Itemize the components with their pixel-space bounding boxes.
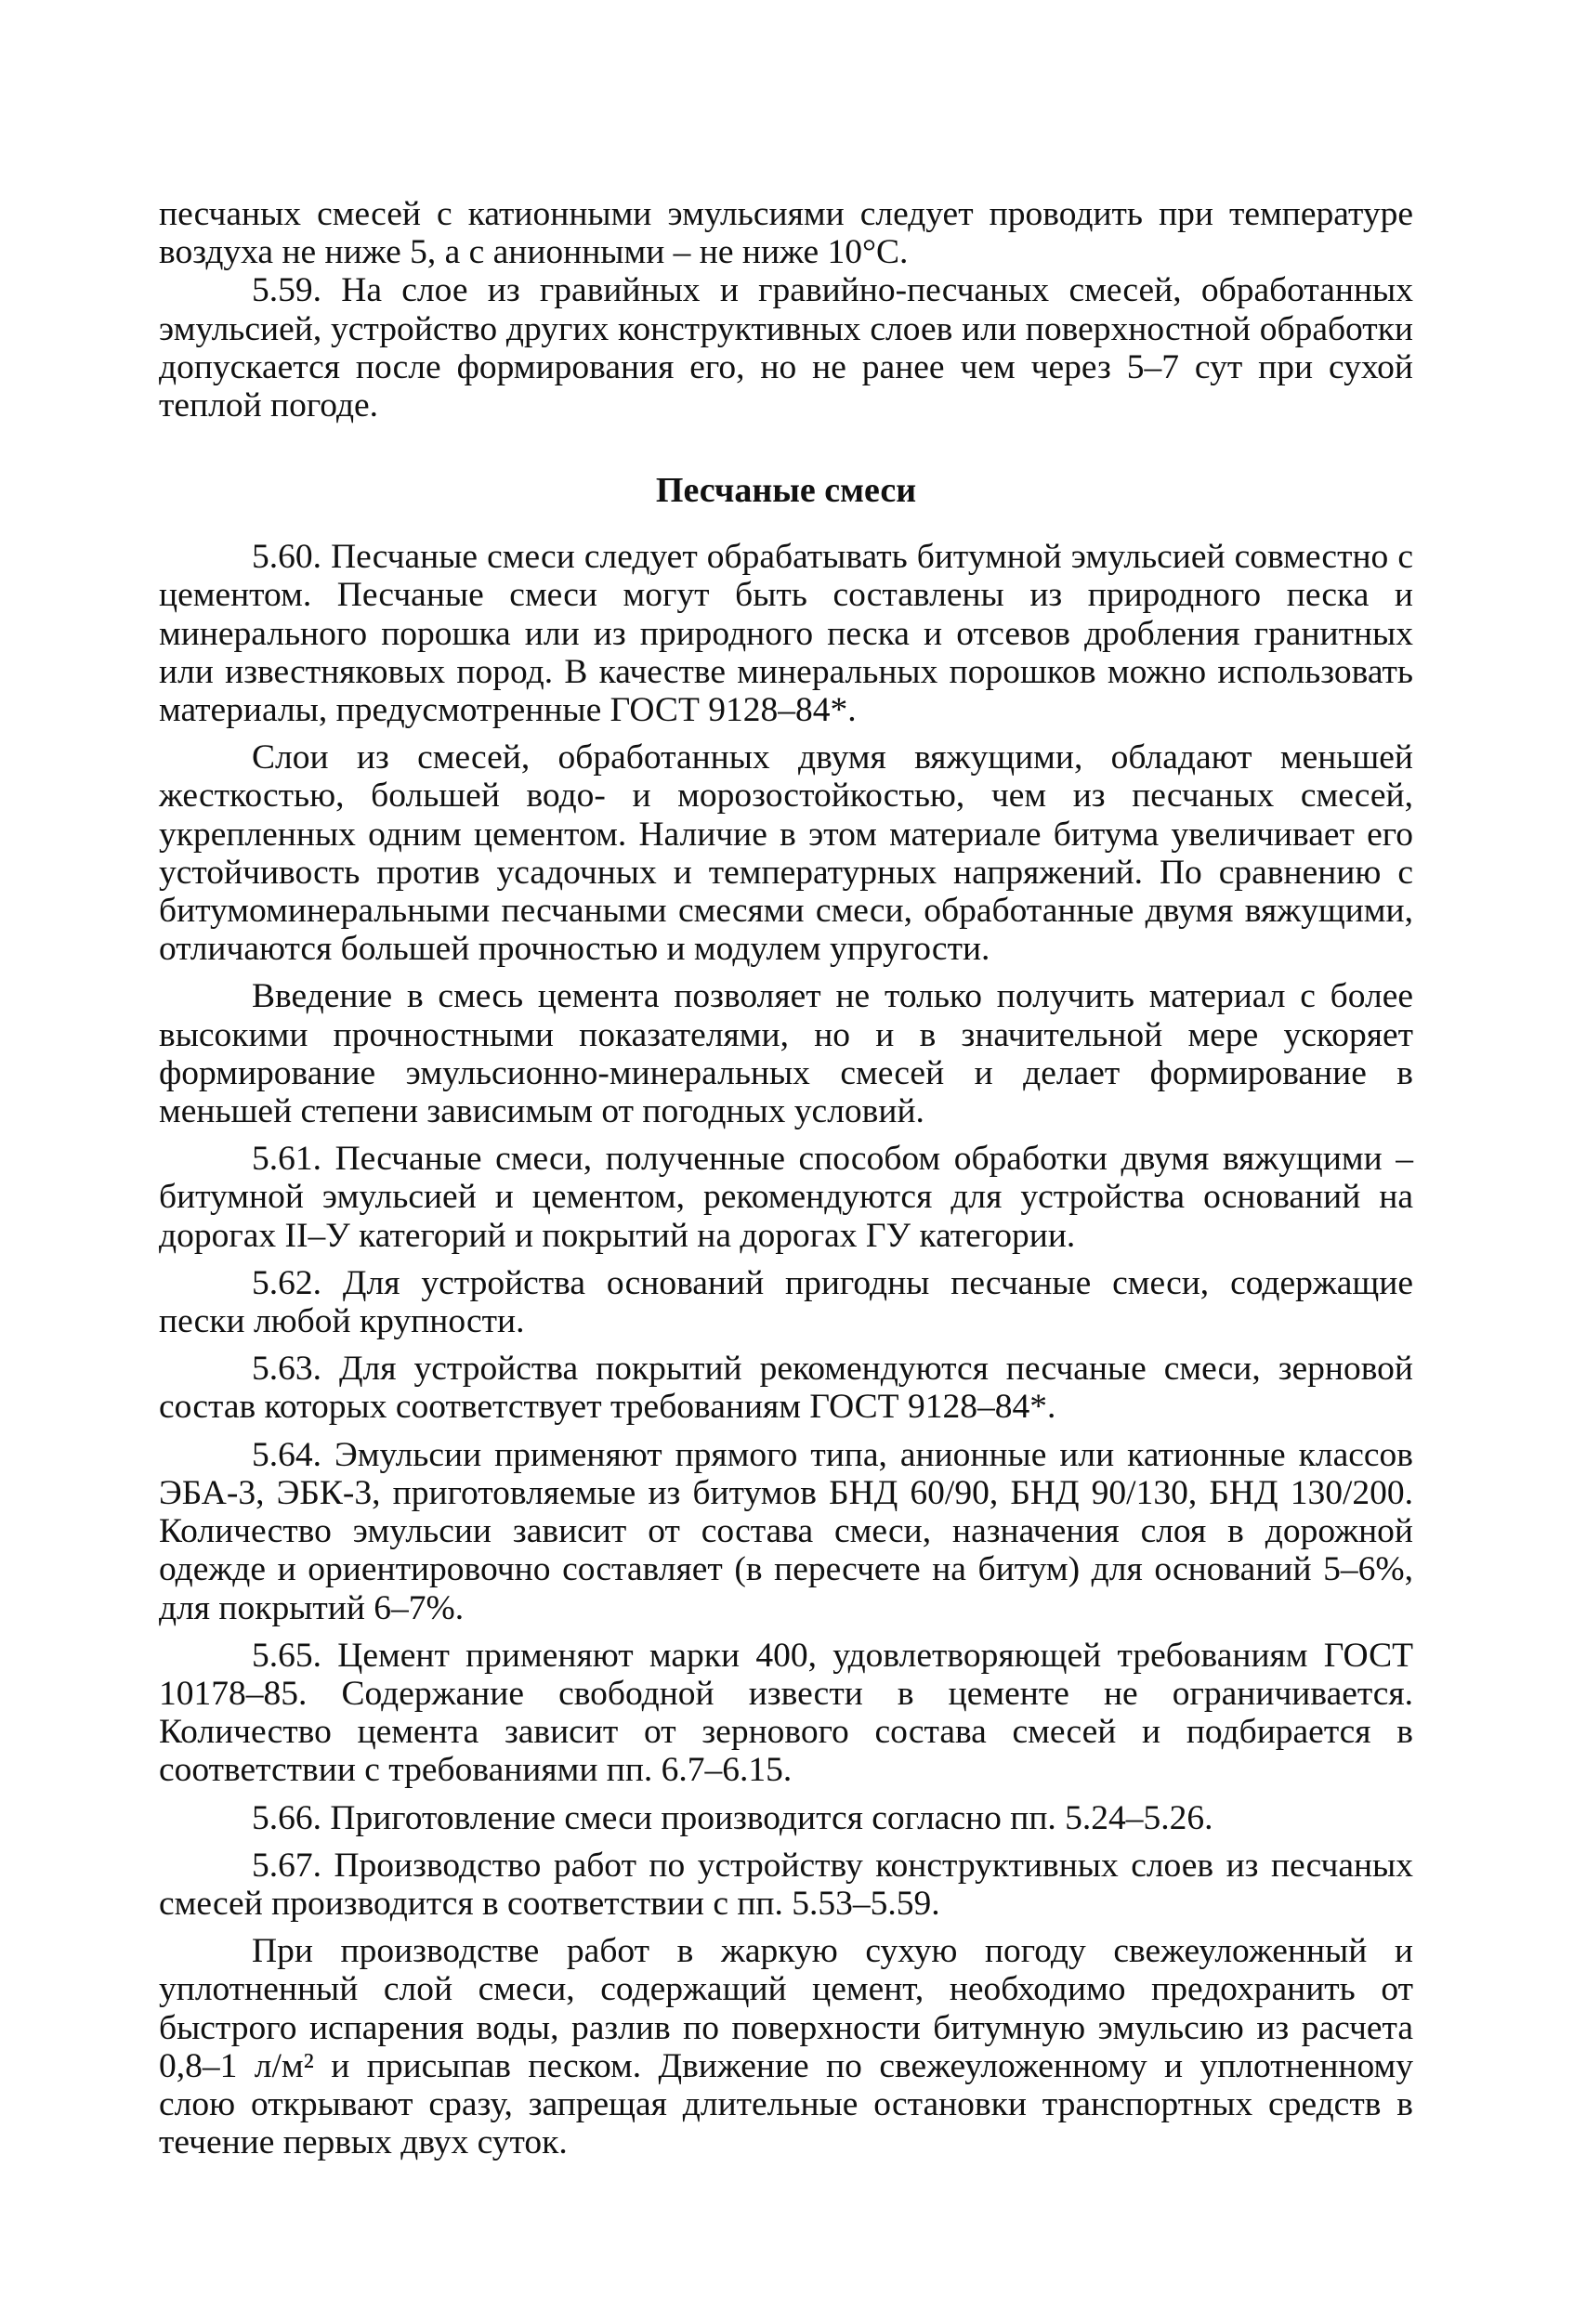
paragraph-continuation: песчаных смесей с катионными эмульсиями следует проводить при температуре воздуха не ниже 5, а с анионными – не ниже 10°С. — [159, 195, 1413, 272]
paragraph-5-67: 5.67. Производство работ по устройству конструктивных слоев из песчаных смесей производится в соответствии с пп. 5.53–5.59. — [159, 1846, 1413, 1923]
paragraph-5-63: 5.63. Для устройства покрытий рекомендуются песчаные смеси, зерновой состав которых соответствует требованиям ГОСТ 9128–84*. — [159, 1350, 1413, 1427]
document-page — [159, 195, 1413, 2161]
paragraph-layers-two-binders: Слои из смесей, обработанных двумя вяжущими, обладают меньшей жесткостью, большей водо- и морозостойкостью, чем из песчаных смесей, укрепленных одним цементом. Наличие в этом материале битума увеличивает его устойчивость против усадочных и температурных напряжений. По сравнению с битумоминеральными песчаными смесями смеси, обработанные двумя вяжущими, отличаются большей прочностью и модулем упругости. — [159, 738, 1413, 969]
paragraph-5-59: 5.59. На слое из гравийных и гравийно-песчаных смесей, обработанных эмульсией, устройство других конструктивных слоев или поверхностной обработки допускается после формирования его, но не ранее чем через 5–7 сут при сухой теплой погоде. — [159, 271, 1413, 425]
paragraph-5-65: 5.65. Цемент применяют марки 400, удовлетворяющей требованиям ГОСТ 10178–85. Содержание свободной извести в цементе не ограничивается. Количество цемента зависит от зернового состава смесей и подбирается в соответствии с требованиями пп. 6.7–6.15. — [159, 1636, 1413, 1790]
paragraph-5-64: 5.64. Эмульсии применяют прямого типа, анионные или катионные классов ЭБА-3, ЭБК-3, приготовляемые из битумов БНД 60/90, БНД 90/130, БНД 130/200. Количество эмульсии зависит от состава смеси, назначения слоя в дорожной одежде и ориентировочно составляет (в пересчете на битум) для оснований 5–6%, для покрытий 6–7%. — [159, 1435, 1413, 1627]
paragraph-5-60: 5.60. Песчаные смеси следует обрабатывать битумной эмульсией совместно с цементом. Песчаные смеси могут быть составлены из природного песка и минерального порошка или из природного песка и отсевов дробления гранитных или известняковых пород. В качестве минеральных порошков можно использовать материалы, предусмотренные ГОСТ 9128–84*. — [159, 538, 1413, 730]
paragraph-5-61: 5.61. Песчаные смеси, полученные способом обработки двумя вяжущими – битумной эмульсией и цементом, рекомендуются для устройства оснований на дорогах II–У категорий и покрытий на дорогах ГУ категории. — [159, 1140, 1413, 1255]
paragraph-5-62: 5.62. Для устройства оснований пригодны песчаные смеси, содержащие пески любой крупности. — [159, 1263, 1413, 1341]
paragraph-5-66: 5.66. Приготовление смеси производится согласно пп. 5.24–5.26. — [252, 1798, 1213, 1837]
paragraph-hot-weather: При производстве работ в жаркую сухую погоду свежеуложенный и уплотненный слой смеси, содержащий цемент, необходимо предохранить от быстрого испарения воды, разлив по поверхности битумную эмульсию из расчета 0,8–1 л/м² и присыпав песком. Движение по свежеуложенному и уплотненному слою открывают сразу, запрещая длительные остановки транспортных средств в течение первых двух суток. — [159, 1932, 1413, 2162]
section-heading: Песчаные смеси — [655, 471, 917, 511]
paragraph-cement-introduction: Введение в смесь цемента позволяет не только получить материал с более высокими прочностными показателями, но и в значительной мере ускоряет формирование эмульсионно-минеральных смесей и делает формирование в меньшей степени зависимым от погодных условий. — [159, 977, 1413, 1131]
